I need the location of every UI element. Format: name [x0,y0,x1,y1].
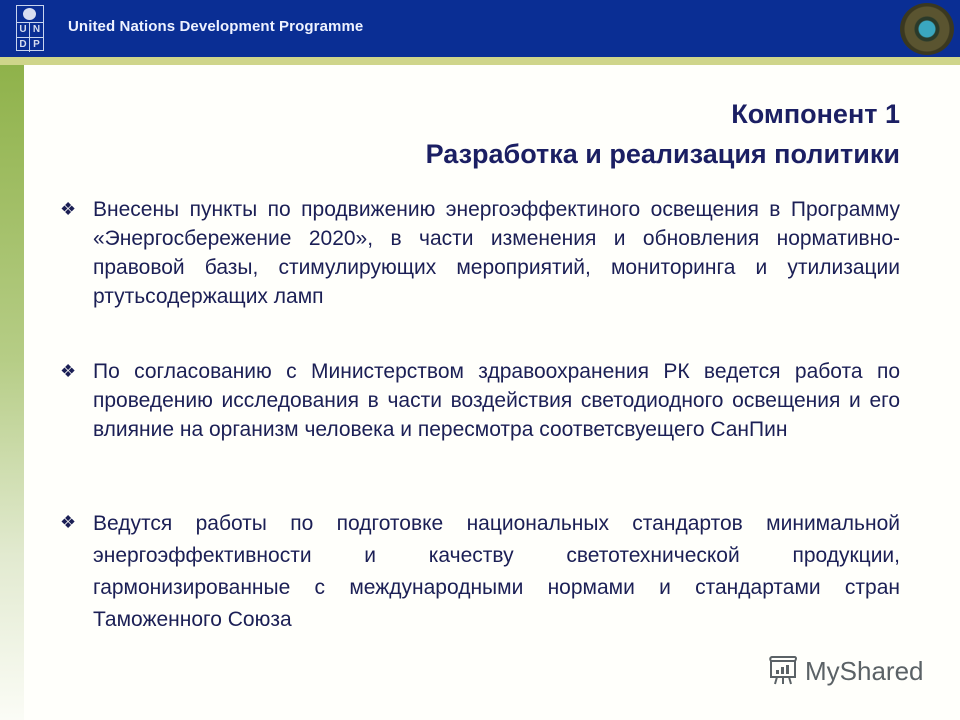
logo-letter: P [30,37,43,52]
bullet-item [60,508,900,636]
title-line-1: Компонент 1 [731,99,900,129]
diamond-bullet-icon: ❖ [60,199,77,219]
diamond-bullet-icon: ❖ [60,512,77,532]
logo-letter: D [17,37,30,52]
undp-logo [16,5,44,51]
bullet-item [60,195,900,311]
bullet-text: Ведутся работы по подготовке национальных стандартов минимальной энергоэффективности и качеству светотехнической продукции, гармонизированные с международными нормами и стандартами стран Таможенного Союза [93,512,900,631]
presentation-board-icon [767,655,799,687]
header-stripe [0,57,960,65]
title-line-2: Разработка и реализация политики [425,139,900,169]
bullet-text: Внесены пункты по продвижению энергоэффектиного освещения в Программу «Энергосбережение 2020», в части изменения и обновления нормативно-правовой базы, стимулирующих мероприятий, мониторинга и утилизации ртутьсодержащих ламп [93,198,900,308]
watermark-label: MyShared [805,655,924,686]
kazakhstan-emblem-icon [900,3,954,55]
myshared-watermark [767,655,924,687]
logo-letter: N [30,22,43,37]
header-bar [0,0,960,57]
org-name: United Nations Development Programme [68,18,364,35]
bullet-item [60,357,900,444]
left-decorative-bar [0,65,24,720]
slide-title [426,94,900,174]
logo-letter: U [17,22,30,37]
un-globe-icon [23,8,36,20]
bullet-text: По согласованию с Министерством здравоохранения РК ведется работа по проведению исследования в части воздействия светодиодного освещения и его влияние на организм человека и пересмотра соответсвуещего СанПин [93,360,900,441]
diamond-bullet-icon: ❖ [60,361,77,381]
